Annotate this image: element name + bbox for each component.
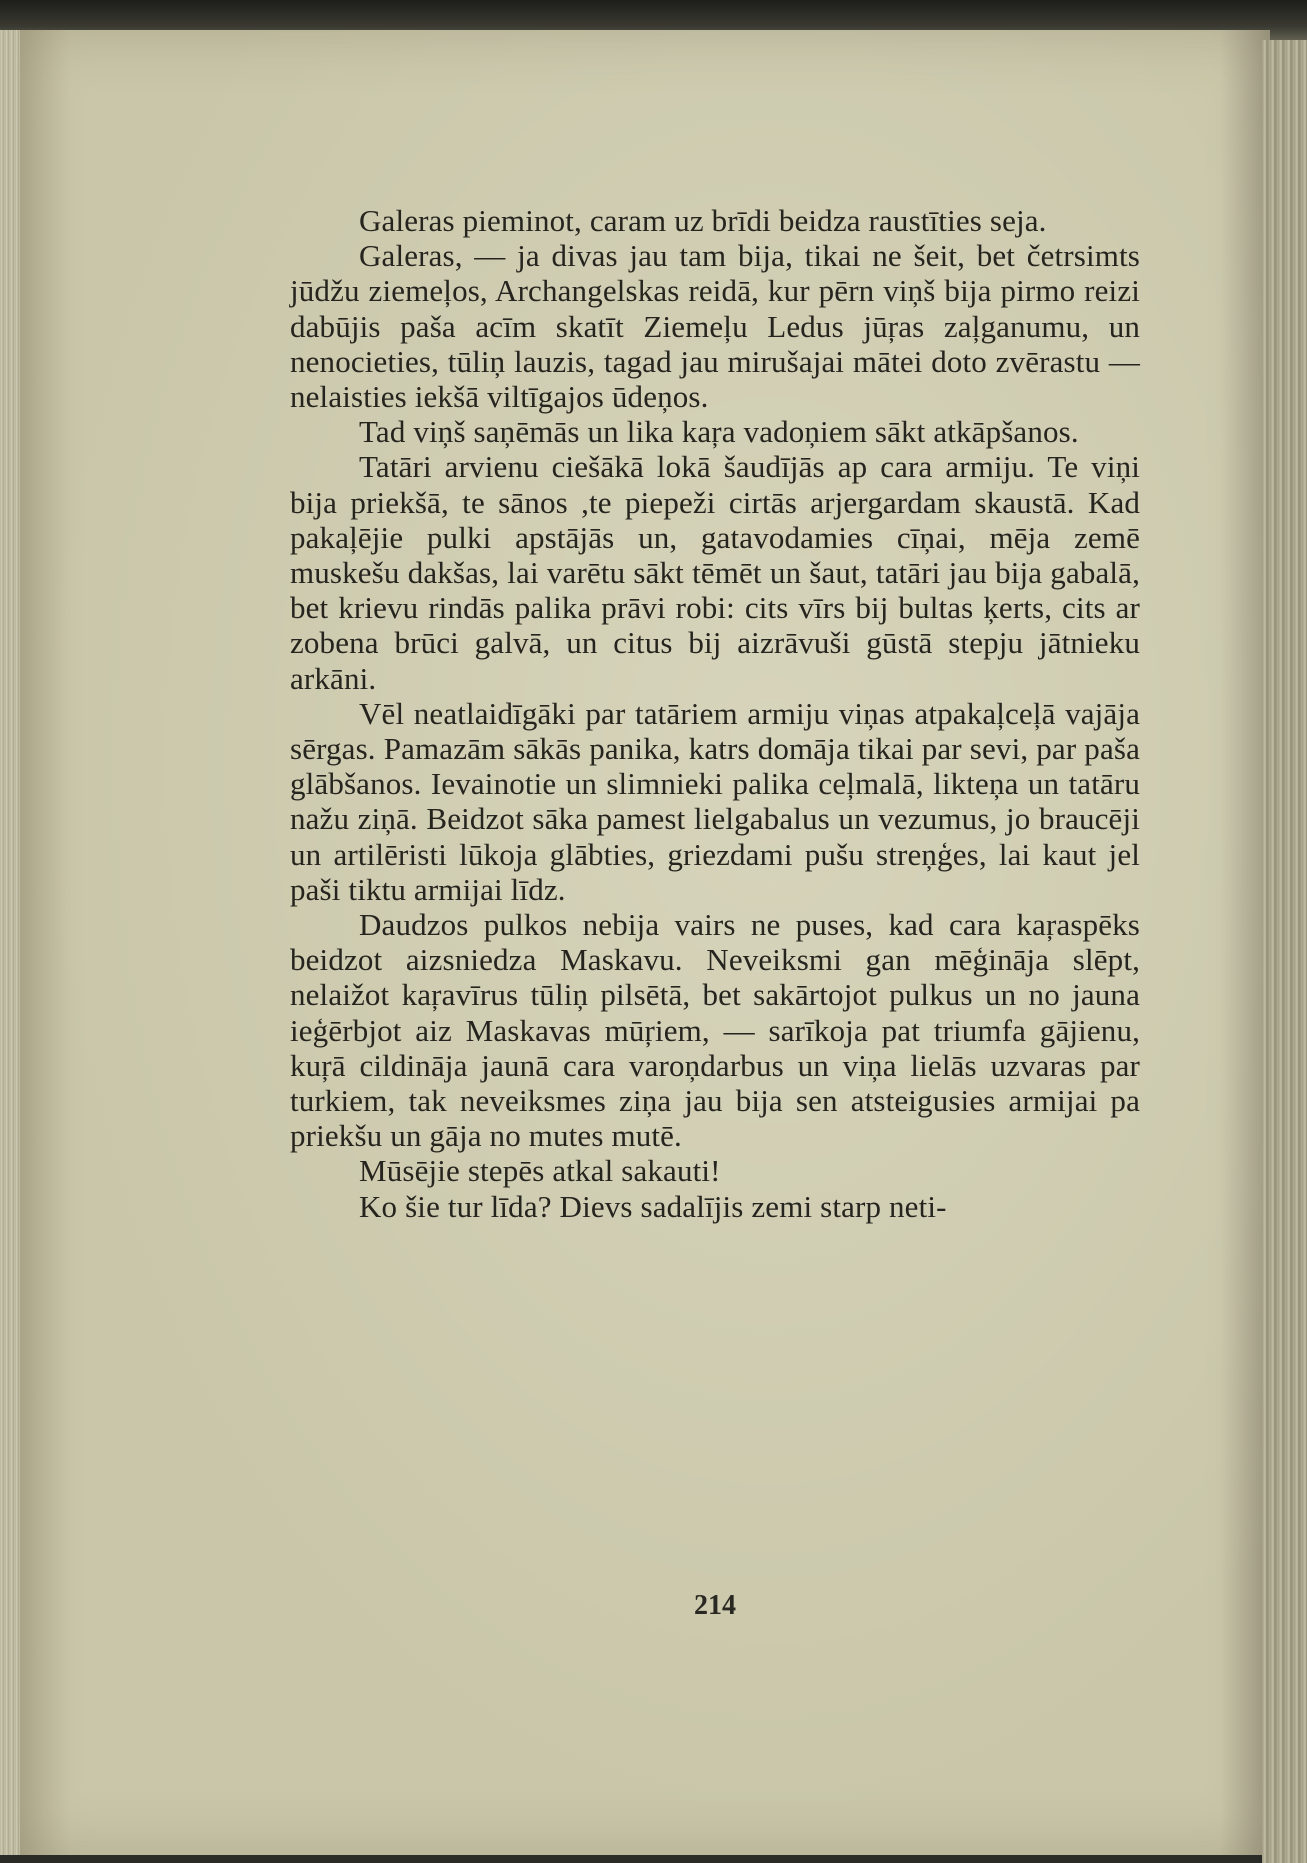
book-right-page-edges: [1262, 40, 1307, 1863]
page-text: [290, 203, 1140, 1224]
paragraph: Vēl neatlaidīgāki par tatāriem armiju viņas atpakaļceļā vajāja sērgas. Pamazām sākās panika, katrs domāja tikai par sevi, par paša glābšanos. Ievainotie un slimnieki palika ceļmalā, likteņa un tatāru nažu ziņā. Beidzot sāka pamest lielgabalus un vezumus, jo braucēji un artilēristi lūkoja glābties, griezdami pušu streņģes, lai kaut jel paši tiktu armijai līdz.: [290, 695, 1140, 907]
paragraph: Mūsējie stepēs atkal sakauti!: [359, 1153, 721, 1189]
paragraph: Ko šie tur līda? Dievs sadalījis zemi starp neti-: [359, 1188, 947, 1224]
paragraph: Galeras, — ja divas jau tam bija, tikai ne šeit, bet četrsimts jūdžu ziemeļos, Archangelskas reidā, kur pērn viņš bija pirmo reizi dabūjis paša acīm skatīt Ziemeļu Ledus jūŗas zaļganumu, un nenocieties, tūliņ lauzis, tagad jau mirušajai mātei doto zvērastu — nelaisties iekšā viltīgajos ūdeņos.: [290, 238, 1140, 415]
page-number: 214: [694, 1590, 736, 1621]
paragraph: Tatāri arvienu ciešākā lokā šaudījās ap cara armiju. Te viņi bija priekšā, te sānos ,te piepeži cirtās arjergardam skaustā. Kad pakaļējie pulki apstājās un, gatavodamies cīņai, mēja zemē muskešu dakšas, lai varētu sākt tēmēt un šaut, tatāri jau bija gabalā, bet krievu rindās palika prāvi robi: cits vīrs bij bultas ķerts, cits ar zobena brūci galvā, un citus bij aizrāvuši gūstā stepju jātnieku arkāni.: [290, 449, 1140, 696]
paragraph: Daudzos pulkos nebija vairs ne puses, kad cara kaŗaspēks beidzot aizsniedza Maskavu. Neveiksmi gan mēģināja slēpt, nelaižot kaŗavīrus tūliņ pilsētā, bet sakārtojot pulkus un no jauna ieģērbjot aiz Maskavas mūŗiem, — sarīkoja pat triumfa gājienu, kuŗā cildināja jaunā cara varoņdarbus un viņa lielās uzvaras par turkiem, tak neveiksmes ziņa jau bija sen atsteigusies armijai pa priekšu un gāja no mutes mutē.: [290, 907, 1140, 1154]
paragraph: Tad viņš saņēmās un lika kaŗa vadoņiem sākt atkāpšanos.: [359, 414, 1079, 450]
paragraph: Galeras pieminot, caram uz brīdi beidza raustīties seja.: [359, 203, 1047, 238]
